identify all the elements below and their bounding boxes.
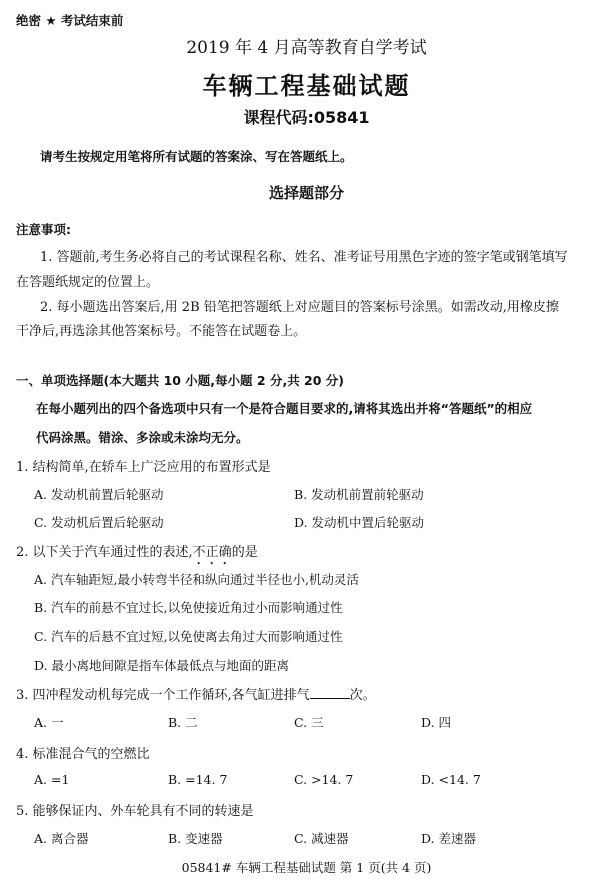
question-5-stem: 5. 能够保证内、外车轮具有不同的转速是 [16, 804, 254, 819]
question-1-option-d: D. 发动机中置后轮驱动 [294, 515, 425, 530]
question-3-stem-post: 次。 [349, 688, 376, 703]
question-3-stem [16, 684, 376, 703]
question-2-option-d: D. 最小离地间隙是指车体最低点与地面的距离 [34, 658, 290, 673]
question-1-stem: 1. 结构简单,在轿车上广泛应用的布置形式是 [16, 460, 271, 475]
exam-title: 2019 年 4 月高等教育自学考试 [186, 38, 427, 58]
question-5-option-a: A. 离合器 [34, 831, 89, 846]
attention-item-1: 1. 答题前,考生务必将自己的考试课程名称、姓名、准考证号用黑色字迹的签字笔或钢笔填写 [40, 250, 568, 265]
question-2-option-b: B. 汽车的前悬不宜过长,以免使接近角过小而影响通过性 [34, 600, 343, 615]
answer-notice: 请考生按规定用笔将所有试题的答案涂、写在答题纸上。 [40, 149, 353, 164]
question-3-option-c: C. 三 [294, 715, 324, 730]
question-2-stem-pre: 2. 以下关于汽车通过性的表述, [16, 545, 193, 560]
attention-title: 注意事项: [16, 222, 71, 237]
question-4-option-d: D. <14. 7 [421, 772, 481, 787]
question-3-option-d: D. 四 [421, 715, 452, 730]
question-3-option-a: A. 一 [34, 715, 64, 730]
question-2-stem-emphasis: 不正确 [192, 545, 232, 560]
question-5-option-d: D. 差速器 [421, 831, 477, 846]
attention-item-2-cont: 干净后,再选涂其他答案标号。不能答在试题卷上。 [16, 324, 307, 339]
question-4-option-a: A. =1 [34, 772, 70, 787]
question-2-stem-post: 的是 [231, 545, 258, 560]
part1-instruction-cont: 代码涂黑。错涂、多涂或未涂均无分。 [36, 430, 249, 445]
course-title: 车辆工程基础试题 [202, 72, 411, 100]
section-title: 选择题部分 [268, 184, 344, 202]
question-2-stem [16, 541, 258, 568]
question-3-option-b: B. 二 [168, 715, 198, 730]
attention-item-2: 2. 每小题选出答案后,用 2B 铅笔把答题纸上对应题目的答案标号涂黑。如需改动,用橡皮擦 [40, 300, 559, 315]
question-1-option-b: B. 发动机前置前轮驱动 [294, 487, 424, 502]
question-4-option-b: B. =14. 7 [168, 772, 228, 787]
question-2-option-c: C. 汽车的后悬不宜过短,以免使离去角过大而影响通过性 [34, 629, 343, 644]
question-5-option-c: C. 减速器 [294, 831, 349, 846]
course-code: 课程代码:05841 [243, 108, 370, 127]
confidential-label: 绝密 ★ 考试结束前 [16, 13, 124, 28]
question-1-option-c: C. 发动机后置后轮驱动 [34, 515, 164, 530]
part1-instruction: 在每小题列出的四个备选项中只有一个是符合题目要求的,请将其选出并将“答题纸”的相应 [36, 401, 533, 416]
answer-blank [310, 686, 350, 699]
question-4-option-c: C. >14. 7 [294, 772, 354, 787]
question-5-option-b: B. 变速器 [168, 831, 223, 846]
page-footer: 05841# 车辆工程基础试题 第 1 页(共 4 页) [181, 860, 432, 875]
question-1-option-a: A. 发动机前置后轮驱动 [34, 487, 164, 502]
attention-item-1-cont: 在答题纸规定的位置上。 [16, 275, 160, 290]
part1-title: 一、单项选择题(本大题共 10 小题,每小题 2 分,共 20 分) [16, 373, 345, 388]
question-3-stem-pre: 3. 四冲程发动机每完成一个工作循环,各气缸进排气 [16, 688, 310, 703]
question-4-stem: 4. 标准混合气的空燃比 [16, 747, 150, 762]
question-2-option-a: A. 汽车轴距短,最小转弯半径和纵向通过半径也小,机动灵活 [34, 572, 359, 587]
